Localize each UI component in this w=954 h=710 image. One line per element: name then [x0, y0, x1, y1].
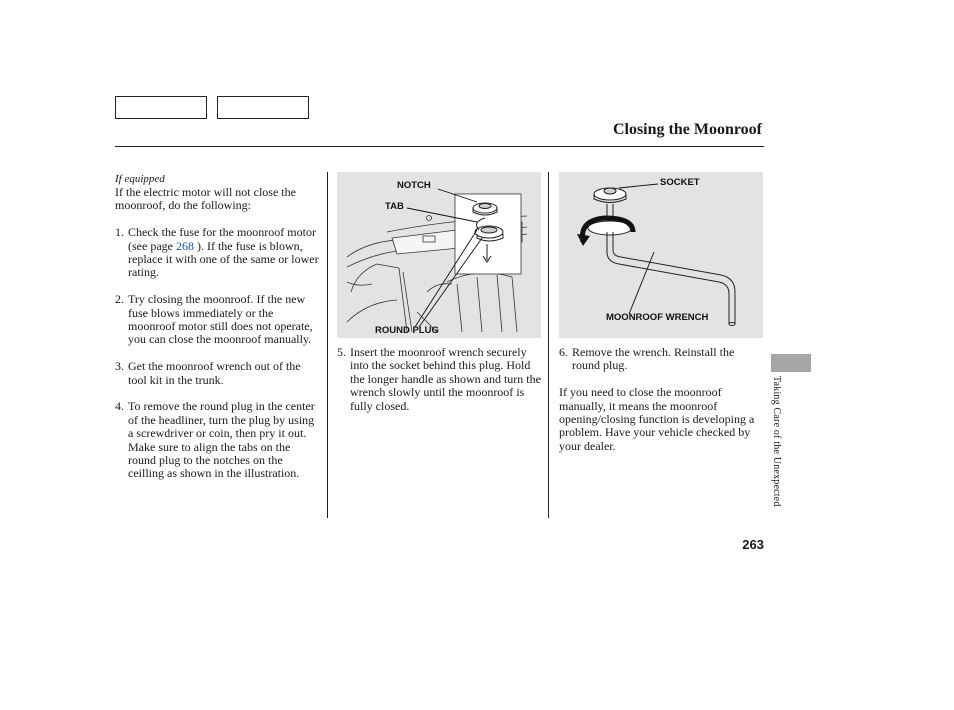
dealer-note-paragraph: If you need to close the moonroof manually, it means the moonroof opening/closing function is developing a problem. Have your vehicle checked by your dealer. [559, 385, 755, 453]
step-number: 1. [115, 225, 124, 240]
socket-label: SOCKET [660, 177, 700, 188]
section-side-tab [771, 354, 811, 372]
step-6 [559, 346, 765, 373]
column-divider-2 [548, 172, 549, 518]
step-text: Try closing the moonroof. If the new fuse blows immediately or the moonroof motor still does not operate, you can close the moonroof manually. [128, 292, 313, 347]
title-rule [115, 146, 764, 147]
step-3 [115, 360, 319, 387]
step-2 [115, 293, 319, 347]
step-number: 2. [115, 292, 124, 307]
step-number: 3. [115, 359, 124, 374]
notch-label: NOTCH [397, 180, 431, 191]
headliner-drawing [337, 172, 541, 338]
section-side-text: Taking Care of the Unexpected [771, 376, 782, 507]
step-5 [337, 346, 541, 413]
step-text: ). If the fuse is blown, replace it with one of the same or lower rating. [128, 238, 319, 280]
round-plug-label: ROUND PLUG [375, 325, 439, 336]
intro-paragraph: If the electric motor will not close the moonroof, do the following: [115, 185, 296, 213]
page-link-268[interactable]: 268 [175, 238, 194, 253]
step-text: Check the fuse for the moonroof motor (see page [128, 225, 316, 253]
right-column [559, 346, 765, 453]
header-tab-box-1 [115, 96, 207, 119]
middle-column [337, 346, 541, 426]
step-4 [115, 400, 319, 480]
tab-label: TAB [385, 201, 404, 212]
section-side-label [770, 376, 784, 526]
step-text: Remove the wrench. Reinstall the round plug. [572, 345, 735, 373]
column-divider-1 [327, 172, 328, 518]
step-1 [115, 226, 319, 280]
step-number: 6. [559, 345, 568, 359]
page-number: 263 [742, 537, 764, 552]
step-text: Insert the moonroof wrench securely into the socket behind this plug. Hold the longer handle as shown and turn the wrench slowly until the moonroof is fully closed. [350, 345, 541, 413]
step-number: 4. [115, 399, 124, 414]
moonroof-wrench-label: MOONROOF WRENCH [606, 312, 709, 323]
left-column [115, 173, 319, 494]
moonroof-wrench-illustration [559, 172, 763, 338]
step-text: Get the moonroof wrench out of the tool kit in the trunk. [128, 359, 301, 387]
page-title: Closing the Moonroof [612, 121, 762, 138]
if-equipped-note: If equipped [115, 173, 165, 185]
header-tab-box-2 [217, 96, 309, 119]
headliner-plug-illustration [337, 172, 541, 338]
step-text: To remove the round plug in the center of the headliner, turn the plug by using a screwdriver or coin, then pry it out. Make sure to align the tabs on the round plug to the notches on the ceilling as shown in the illustration. [128, 399, 315, 481]
step-number: 5. [337, 345, 346, 359]
